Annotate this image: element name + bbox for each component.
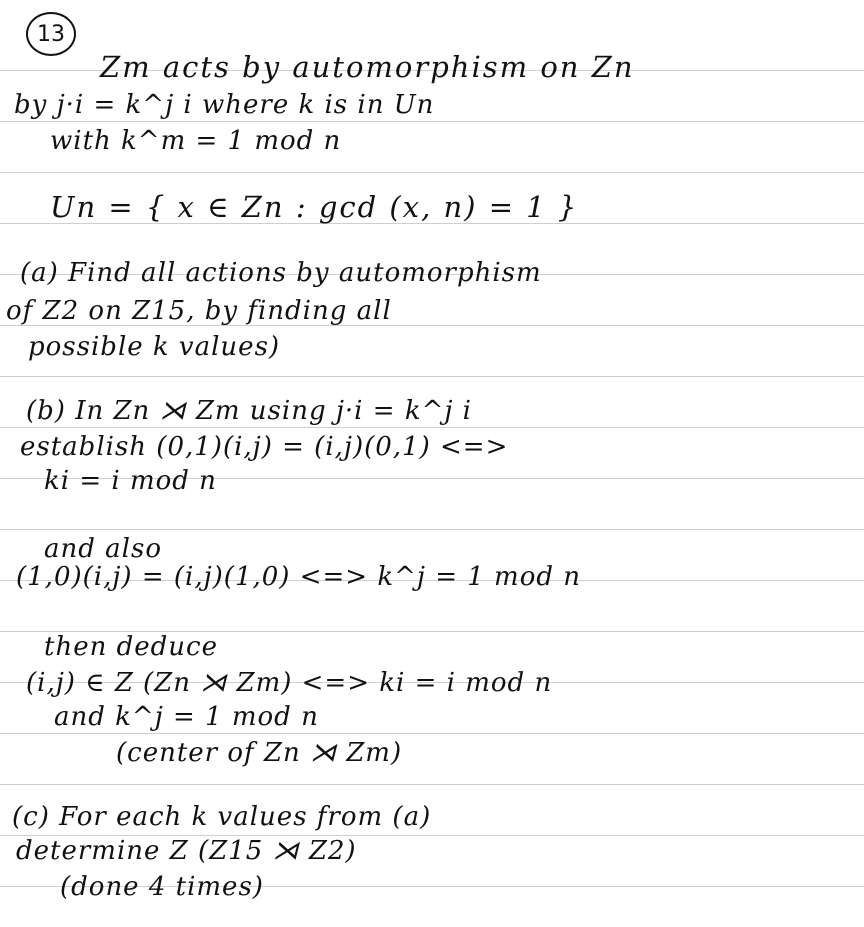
text-line-and-condition: and k^j = 1 mod n bbox=[54, 702, 319, 732]
ruled-line bbox=[0, 733, 864, 734]
text-line-and-also: and also bbox=[44, 534, 162, 564]
text-line-part-b-3: ki = i mod n bbox=[44, 466, 217, 496]
ruled-line bbox=[0, 427, 864, 428]
text-line-part-c-1: (c) For each k values from (a) bbox=[12, 802, 432, 832]
text-line-part-c-3: (done 4 times) bbox=[60, 872, 264, 902]
text-line-part-a-3: possible k values) bbox=[28, 332, 281, 362]
text-line-center-label: (center of Zn ⋊ Zm) bbox=[116, 738, 403, 768]
problem-number-badge: 13 bbox=[26, 12, 76, 56]
ruled-line bbox=[0, 121, 864, 122]
ruled-line bbox=[0, 784, 864, 785]
text-line-then-deduce: then deduce bbox=[44, 632, 218, 662]
text-line-part-b-1: (b) In Zn ⋊ Zm using j·i = k^j i bbox=[26, 396, 472, 426]
text-line-units-definition: Un = { x ∈ Zn : gcd (x, n) = 1 } bbox=[50, 190, 579, 224]
ruled-line bbox=[0, 376, 864, 377]
text-line-order-condition: with k^m = 1 mod n bbox=[50, 126, 342, 156]
text-line-center-condition: (i,j) ∈ Z (Zn ⋊ Zm) <=> ki = i mod n bbox=[26, 668, 553, 698]
text-line-second-commute: (1,0)(i,j) = (i,j)(1,0) <=> k^j = 1 mod n bbox=[16, 562, 582, 592]
text-line-part-a-2: of Z2 on Z15, by finding all bbox=[6, 296, 392, 326]
text-line-intro: Zm acts by automorphism on Zn bbox=[100, 50, 635, 84]
text-line-part-b-2: establish (0,1)(i,j) = (i,j)(0,1) <=> bbox=[20, 432, 509, 462]
ruled-line bbox=[0, 529, 864, 530]
ruled-line bbox=[0, 172, 864, 173]
text-line-action-rule: by j·i = k^j i where k is in Un bbox=[14, 90, 435, 120]
text-line-part-a-1: (a) Find all actions by automorphism bbox=[20, 258, 542, 288]
text-line-part-c-2: determine Z (Z15 ⋊ Z2) bbox=[16, 836, 357, 866]
